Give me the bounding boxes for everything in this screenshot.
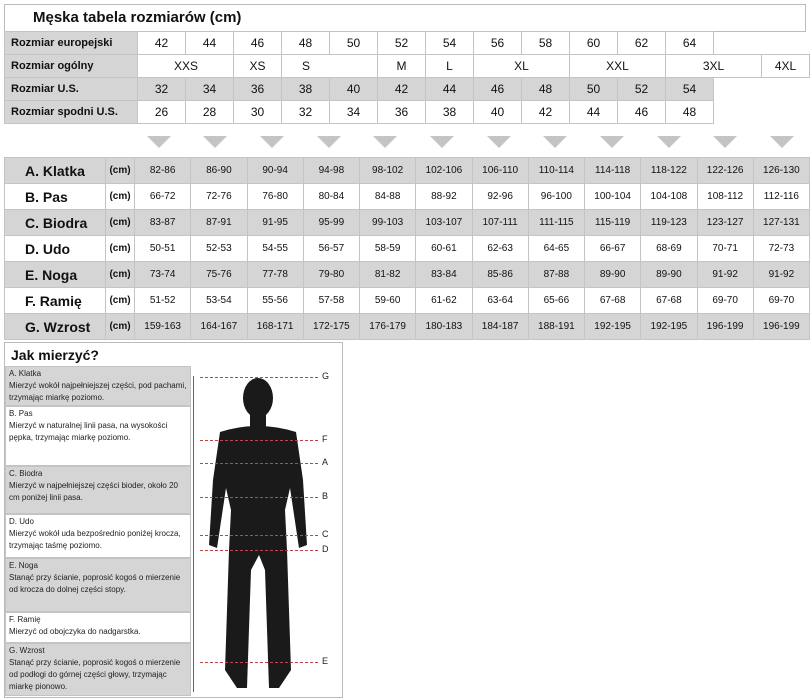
down-arrow-icon bbox=[203, 136, 227, 148]
measure-cell: 61-62 bbox=[416, 288, 472, 314]
eu-cell: 48 bbox=[282, 32, 330, 55]
measure-unit: (cm) bbox=[106, 288, 135, 314]
measure-marker-line bbox=[200, 377, 318, 378]
general-cell: 4XL bbox=[762, 55, 810, 78]
measure-marker-line bbox=[200, 440, 318, 441]
down-arrow-icon bbox=[770, 136, 794, 148]
height-line bbox=[193, 376, 194, 692]
measure-cell: 106-110 bbox=[472, 158, 528, 184]
eu-row bbox=[5, 32, 810, 55]
us-cell: 36 bbox=[234, 78, 282, 101]
pants-cell: 46 bbox=[618, 101, 666, 124]
measure-name: F. Ramię bbox=[5, 288, 106, 314]
down-arrow-icon bbox=[373, 136, 397, 148]
measure-name: E. Noga bbox=[5, 262, 106, 288]
measure-description bbox=[5, 366, 191, 406]
measure-cell: 65-66 bbox=[528, 288, 584, 314]
general-cell: S bbox=[282, 55, 378, 78]
measure-row bbox=[5, 236, 810, 262]
measure-cell: 59-60 bbox=[360, 288, 416, 314]
measure-cell: 82-86 bbox=[135, 158, 191, 184]
measure-cell: 180-183 bbox=[416, 314, 472, 340]
measure-marker-line bbox=[200, 497, 318, 498]
measure-marker-label: A bbox=[322, 457, 329, 467]
pants-cell: 44 bbox=[570, 101, 618, 124]
general-cell: XS bbox=[234, 55, 282, 78]
measure-row bbox=[5, 158, 810, 184]
eu-label: Rozmiar europejski bbox=[5, 32, 138, 55]
measure-cell: 72-73 bbox=[753, 236, 809, 262]
measure-cell: 56-57 bbox=[303, 236, 359, 262]
measure-cell: 53-54 bbox=[191, 288, 247, 314]
measure-cell: 91-95 bbox=[247, 210, 303, 236]
eu-cell: 62 bbox=[618, 32, 666, 55]
measure-cell: 68-69 bbox=[641, 236, 697, 262]
measure-marker-line bbox=[200, 662, 318, 663]
measure-row bbox=[5, 184, 810, 210]
measure-marker-label: F bbox=[322, 434, 328, 444]
how-title: Jak mierzyć? bbox=[11, 347, 99, 363]
measure-cell: 188-191 bbox=[528, 314, 584, 340]
measure-cell: 66-72 bbox=[135, 184, 191, 210]
measure-description-text: Mierzyć wokół najpełniejszej części, pod pachami, trzymając miarkę poziomo. bbox=[9, 381, 187, 402]
measure-cell: 85-86 bbox=[472, 262, 528, 288]
measure-cell: 75-76 bbox=[191, 262, 247, 288]
down-arrow-icon bbox=[600, 136, 624, 148]
down-arrow-icon bbox=[487, 136, 511, 148]
page-title: Męska tabela rozmiarów (cm) bbox=[33, 9, 242, 26]
measure-cell: 172-175 bbox=[303, 314, 359, 340]
measure-marker-label: G bbox=[322, 371, 330, 381]
measure-cell: 80-84 bbox=[303, 184, 359, 210]
measure-cell: 87-91 bbox=[191, 210, 247, 236]
measure-cell: 107-111 bbox=[472, 210, 528, 236]
measure-cell: 196-199 bbox=[697, 314, 753, 340]
measure-cell: 55-56 bbox=[247, 288, 303, 314]
measure-marker-label: C bbox=[322, 529, 329, 539]
down-arrow-icon bbox=[317, 136, 341, 148]
us-row bbox=[5, 78, 810, 101]
measure-cell: 196-199 bbox=[753, 314, 809, 340]
measure-description-text: Stanąć przy ścianie, poprosić kogoś o mierzenie od podłogi do górnej części głowy, trzymając miarkę pionowo. bbox=[9, 658, 181, 691]
general-cell: 3XL bbox=[666, 55, 762, 78]
measure-description bbox=[5, 406, 191, 466]
measure-row bbox=[5, 210, 810, 236]
measure-cell: 100-104 bbox=[585, 184, 641, 210]
general-cell: L bbox=[426, 55, 474, 78]
measure-marker-label: E bbox=[322, 656, 329, 666]
us-cell: 50 bbox=[570, 78, 618, 101]
measure-cell: 67-68 bbox=[585, 288, 641, 314]
size-table bbox=[4, 31, 810, 124]
eu-cell: 50 bbox=[330, 32, 378, 55]
measure-cell: 72-76 bbox=[191, 184, 247, 210]
measure-cell: 176-179 bbox=[360, 314, 416, 340]
down-arrow-icon bbox=[657, 136, 681, 148]
measure-cell: 76-80 bbox=[247, 184, 303, 210]
general-cell: XXS bbox=[138, 55, 234, 78]
general-cell: XL bbox=[474, 55, 570, 78]
measure-cell: 123-127 bbox=[697, 210, 753, 236]
measure-cell: 115-119 bbox=[585, 210, 641, 236]
measure-description-text: Mierzyć od obojczyka do nadgarstka. bbox=[9, 627, 141, 636]
eu-cell: 64 bbox=[666, 32, 714, 55]
measure-marker-label: D bbox=[322, 544, 329, 554]
measure-cell: 104-108 bbox=[641, 184, 697, 210]
measure-unit: (cm) bbox=[106, 236, 135, 262]
measure-description-text: Mierzyć w naturalnej linii pasa, na wysokości pępka, trzymając miarkę poziomo. bbox=[9, 421, 168, 442]
measure-description-head: G. Wzrost bbox=[9, 646, 45, 655]
measure-cell: 99-103 bbox=[360, 210, 416, 236]
down-arrow-icon bbox=[543, 136, 567, 148]
measure-cell: 98-102 bbox=[360, 158, 416, 184]
measure-cell: 57-58 bbox=[303, 288, 359, 314]
measure-cell: 95-99 bbox=[303, 210, 359, 236]
pants-cell: 48 bbox=[666, 101, 714, 124]
measure-name: C. Biodra bbox=[5, 210, 106, 236]
measure-cell: 77-78 bbox=[247, 262, 303, 288]
measure-description-head: F. Ramię bbox=[9, 615, 41, 624]
measure-name: G. Wzrost bbox=[5, 314, 106, 340]
measure-description-head: C. Biodra bbox=[9, 469, 43, 478]
general-cell: M bbox=[378, 55, 426, 78]
down-arrow-icon bbox=[430, 136, 454, 148]
measure-marker-line bbox=[200, 535, 318, 536]
us-cell: 34 bbox=[186, 78, 234, 101]
us-cell: 38 bbox=[282, 78, 330, 101]
pants-cell: 36 bbox=[378, 101, 426, 124]
general-label: Rozmiar ogólny bbox=[5, 55, 138, 78]
measure-unit: (cm) bbox=[106, 262, 135, 288]
measure-description bbox=[5, 643, 191, 696]
us-cell: 42 bbox=[378, 78, 426, 101]
measure-cell: 164-167 bbox=[191, 314, 247, 340]
us-cell: 52 bbox=[618, 78, 666, 101]
measure-cell: 192-195 bbox=[641, 314, 697, 340]
measure-row bbox=[5, 314, 810, 340]
eu-cell: 44 bbox=[186, 32, 234, 55]
measure-cell: 103-107 bbox=[416, 210, 472, 236]
pants-label: Rozmiar spodni U.S. bbox=[5, 101, 138, 124]
measure-cell: 62-63 bbox=[472, 236, 528, 262]
measure-cell: 94-98 bbox=[303, 158, 359, 184]
measure-name: A. Klatka bbox=[5, 158, 106, 184]
pants-cell: 38 bbox=[426, 101, 474, 124]
measure-cell: 88-92 bbox=[416, 184, 472, 210]
measure-cell: 126-130 bbox=[753, 158, 809, 184]
measure-marker-label: B bbox=[322, 491, 329, 501]
measure-cell: 58-59 bbox=[360, 236, 416, 262]
eu-cell: 58 bbox=[522, 32, 570, 55]
measure-description-text: Mierzyć wokół uda bezpośrednio poniżej krocza, trzymając taśmę poziomo. bbox=[9, 529, 181, 550]
measure-description bbox=[5, 466, 191, 514]
eu-cell: 46 bbox=[234, 32, 282, 55]
general-cell: XXL bbox=[570, 55, 666, 78]
measure-cell: 86-90 bbox=[191, 158, 247, 184]
measure-cell: 102-106 bbox=[416, 158, 472, 184]
measure-cell: 69-70 bbox=[753, 288, 809, 314]
measure-cell: 89-90 bbox=[641, 262, 697, 288]
eu-cell: 54 bbox=[426, 32, 474, 55]
measure-cell: 90-94 bbox=[247, 158, 303, 184]
measure-cell: 60-61 bbox=[416, 236, 472, 262]
measure-cell: 64-65 bbox=[528, 236, 584, 262]
us-cell: 44 bbox=[426, 78, 474, 101]
measure-cell: 108-112 bbox=[697, 184, 753, 210]
us-cell: 46 bbox=[474, 78, 522, 101]
measure-unit: (cm) bbox=[106, 184, 135, 210]
measure-cell: 111-115 bbox=[528, 210, 584, 236]
measure-cell: 118-122 bbox=[641, 158, 697, 184]
measure-cell: 184-187 bbox=[472, 314, 528, 340]
measure-cell: 87-88 bbox=[528, 262, 584, 288]
measure-cell: 114-118 bbox=[585, 158, 641, 184]
measure-cell: 51-52 bbox=[135, 288, 191, 314]
measure-description bbox=[5, 612, 191, 643]
measure-unit: (cm) bbox=[106, 314, 135, 340]
eu-cell: 56 bbox=[474, 32, 522, 55]
pants-cell: 40 bbox=[474, 101, 522, 124]
measure-cell: 54-55 bbox=[247, 236, 303, 262]
measure-cell: 83-87 bbox=[135, 210, 191, 236]
measure-description bbox=[5, 558, 191, 612]
pants-cell: 34 bbox=[330, 101, 378, 124]
measure-cell: 81-82 bbox=[360, 262, 416, 288]
measure-name: D. Udo bbox=[5, 236, 106, 262]
measure-description-head: A. Klatka bbox=[9, 369, 42, 378]
us-cell: 32 bbox=[138, 78, 186, 101]
measure-cell: 84-88 bbox=[360, 184, 416, 210]
measure-description-head: D. Udo bbox=[9, 517, 34, 526]
measure-cell: 91-92 bbox=[697, 262, 753, 288]
measure-cell: 50-51 bbox=[135, 236, 191, 262]
measure-marker-line bbox=[200, 550, 318, 551]
measure-description-head: E. Noga bbox=[9, 561, 38, 570]
pants-cell: 42 bbox=[522, 101, 570, 124]
eu-cell: 60 bbox=[570, 32, 618, 55]
measure-description-head: B. Pas bbox=[9, 409, 33, 418]
arrow-row bbox=[130, 134, 810, 154]
measure-cell: 92-96 bbox=[472, 184, 528, 210]
measure-cell: 83-84 bbox=[416, 262, 472, 288]
pants-cell: 26 bbox=[138, 101, 186, 124]
measure-cell: 119-123 bbox=[641, 210, 697, 236]
eu-cell: 42 bbox=[138, 32, 186, 55]
general-row bbox=[5, 55, 810, 78]
measure-cell: 96-100 bbox=[528, 184, 584, 210]
measure-row bbox=[5, 262, 810, 288]
measure-cell: 79-80 bbox=[303, 262, 359, 288]
measure-unit: (cm) bbox=[106, 210, 135, 236]
measure-unit: (cm) bbox=[106, 158, 135, 184]
measure-cell: 70-71 bbox=[697, 236, 753, 262]
measure-cell: 66-67 bbox=[585, 236, 641, 262]
measurement-table bbox=[4, 157, 810, 340]
pants-cell: 28 bbox=[186, 101, 234, 124]
measure-name: B. Pas bbox=[5, 184, 106, 210]
measure-cell: 89-90 bbox=[585, 262, 641, 288]
us-cell: 40 bbox=[330, 78, 378, 101]
measure-cell: 122-126 bbox=[697, 158, 753, 184]
eu-cell: 52 bbox=[378, 32, 426, 55]
pants-cell: 30 bbox=[234, 101, 282, 124]
chart-title-box bbox=[4, 4, 806, 32]
measure-cell: 69-70 bbox=[697, 288, 753, 314]
measure-cell: 168-171 bbox=[247, 314, 303, 340]
pants-cell: 32 bbox=[282, 101, 330, 124]
measure-cell: 127-131 bbox=[753, 210, 809, 236]
measure-description-text: Stanąć przy ścianie, poprosić kogoś o mierzenie od krocza do dolnej części stopy. bbox=[9, 573, 181, 594]
down-arrow-icon bbox=[147, 136, 171, 148]
measure-cell: 112-116 bbox=[753, 184, 809, 210]
pants-row bbox=[5, 101, 810, 124]
down-arrow-icon bbox=[260, 136, 284, 148]
measure-cell: 52-53 bbox=[191, 236, 247, 262]
measure-marker-line bbox=[200, 463, 318, 464]
measure-description bbox=[5, 514, 191, 558]
measure-description-text: Mierzyć w najpełniejszej części bioder, około 20 cm poniżej linii pasa. bbox=[9, 481, 178, 502]
measure-cell: 67-68 bbox=[641, 288, 697, 314]
us-label: Rozmiar U.S. bbox=[5, 78, 138, 101]
us-cell: 54 bbox=[666, 78, 714, 101]
measure-cell: 63-64 bbox=[472, 288, 528, 314]
us-cell: 48 bbox=[522, 78, 570, 101]
measure-cell: 192-195 bbox=[585, 314, 641, 340]
measure-cell: 110-114 bbox=[528, 158, 584, 184]
measure-cell: 159-163 bbox=[135, 314, 191, 340]
measure-cell: 73-74 bbox=[135, 262, 191, 288]
down-arrow-icon bbox=[713, 136, 737, 148]
measure-row bbox=[5, 288, 810, 314]
measure-cell: 91-92 bbox=[753, 262, 809, 288]
